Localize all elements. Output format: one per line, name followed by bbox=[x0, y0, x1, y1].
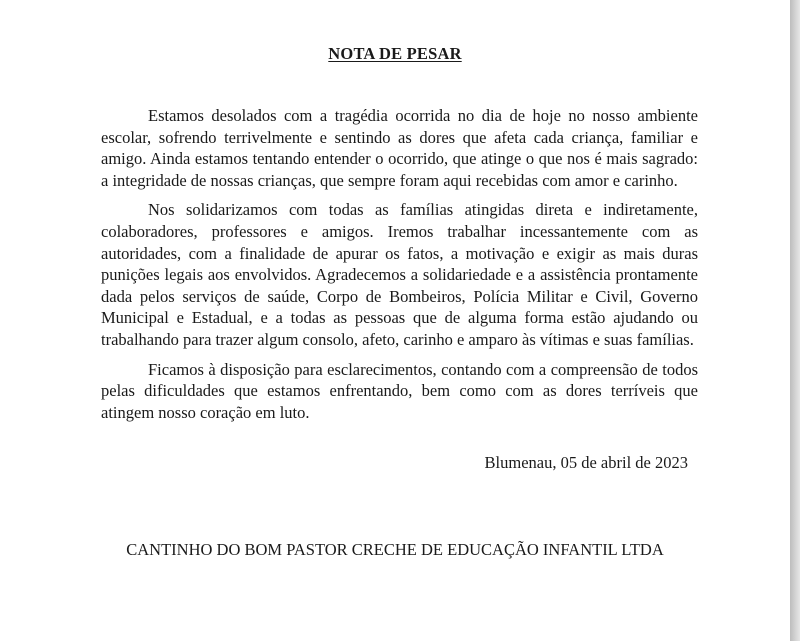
page-edge-shadow bbox=[790, 0, 800, 641]
paragraph-2: Nos solidarizamos com todas as famílias atingidas direta e indiretamente, colaboradores, professores e amigos. Iremos trabalhar incessantemente com as autoridades, com a finalidade de apurar os fatos, a motivação e exigir as mais duras punições legais aos envolvidos. Agradecemos a solidariedade e a assistência prontamente dada pelos serviços de saúde, Corpo de Bombeiros, Polícia Militar e Civil, Governo Municipal e Estadual, e a todas as pessoas que de alguma forma estão ajudando ou trabalhando para trazer algum consolo, afeto, carinho e amparo às vítimas e suas famílias. bbox=[101, 200, 698, 349]
document-body bbox=[101, 105, 698, 431]
signature-line: CANTINHO DO BOM PASTOR CRECHE DE EDUCAÇÃO INFANTIL LTDA bbox=[126, 540, 664, 559]
paragraph-1: Estamos desolados com a tragédia ocorrida no dia de hoje no nosso ambiente escolar, sofrendo terrivelmente e sentindo as dores que afeta cada criança, familiar e amigo. Ainda estamos tentando entender o ocorrido, que atinge o que nos é mais sagrado: a integridade de nossas crianças, que sempre foram aqui recebidas com amor e carinho. bbox=[101, 106, 698, 190]
document-title: NOTA DE PESAR bbox=[328, 44, 462, 63]
paragraph-3: Ficamos à disposição para esclarecimentos, contando com a compreensão de todos pelas dificuldades que estamos enfrentando, bem como com as dores terríveis que atingem nosso coração em luto. bbox=[101, 359, 698, 422]
date-line: Blumenau, 05 de abril de 2023 bbox=[484, 453, 688, 472]
